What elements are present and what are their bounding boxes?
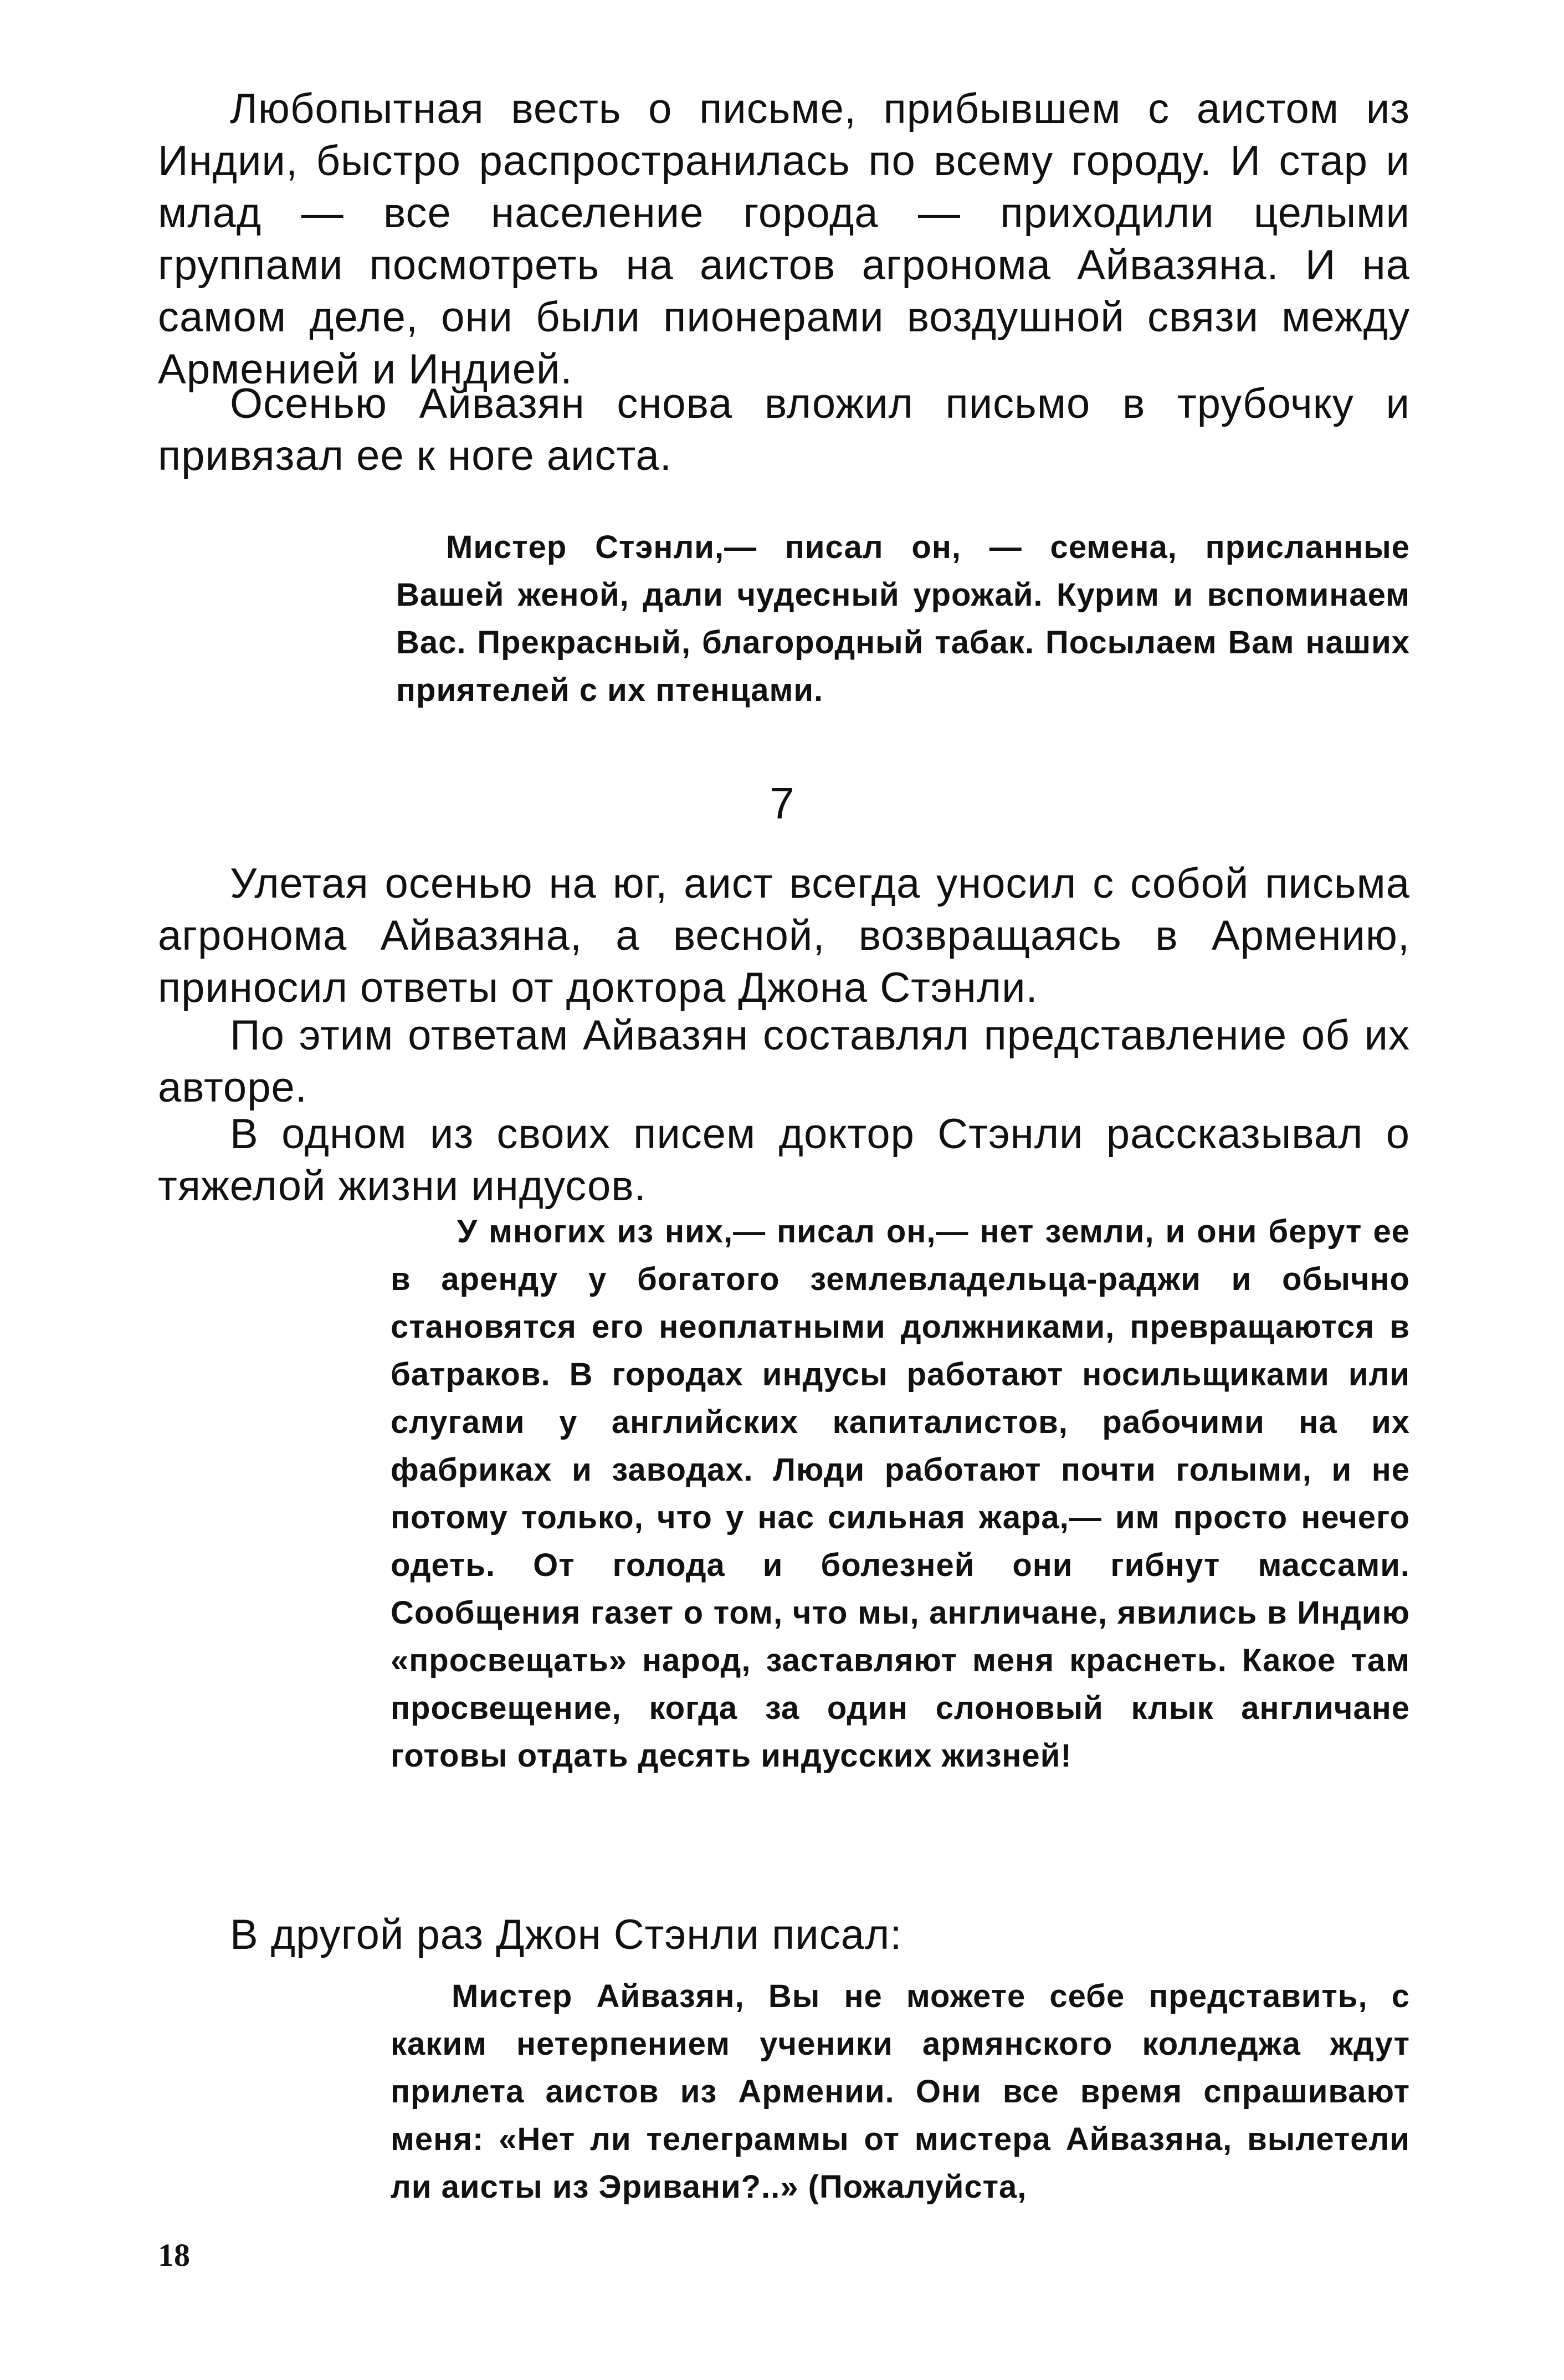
chapter-number: 7	[770, 779, 794, 828]
paragraph-stork-flights: Улетая осенью на юг, аист всегда уносил с собой письма агронома Айвазяна, а весной, возвращаясь в Армению, приносил ответы от доктора Джона Стэнли.	[158, 860, 1410, 1011]
paragraph-autumn-letter: Осенью Айвазян снова вложил письмо в трубочку и привязал ее к ноге аиста.	[158, 380, 1410, 479]
quote-stanley-about-students: Мистер Айвазян, Вы не можете себе представить, с каким нетерпением ученики армянского колледжа ждут прилета аистов из Армении. Они все время спрашивают меня: «Нет ли телеграммы от мистера Айвазяна, вылетели ли аисты из Эривани?..» (Пожалуйста,	[391, 1978, 1410, 2205]
quote-letter-to-stanley: Мистер Стэнли,— писал он, — семена, присланные Вашей женой, дали чудесный урожай. Курим и вспоминаем Вас. Прекрасный, благородный табак. Посылаем Вам наших приятелей с их птенцами.	[396, 529, 1410, 708]
page-number: 18	[158, 2237, 190, 2273]
paragraph-another-time: В другой раз Джон Стэнли писал:	[230, 1911, 902, 1958]
quote-stanley-about-indians: У многих из них,— писал он,— нет земли, и они берут ее в аренду у богатого землевладельца-раджи и обычно становятся его неоплатными должниками, превращаются в батраков. В городах индусы работают носильщиками или слугами у английских капиталистов, рабочими на их фабриках и заводах. Люди работают почти голыми, и не потому только, что у нас сильная жара,— им просто нечего одеть. От голода и болезней они гибнут массами. Сообщения газет о том, что мы, англичане, явились в Индию «просвещать» народ, заставляют меня краснеть. Какое там просвещение, когда за один слоновый клык англичане готовы отдать десять индусских жизней!	[391, 1214, 1410, 1774]
paragraph-stork-news: Любопытная весть о письме, прибывшем с аистом из Индии, быстро распространилась по всему городу. И стар и млад — все население города — приходили целыми группами посмотреть на аистов агронома Айвазяна. И на самом деле, они были пионерами воздушной связи между Арменией и Индией.	[158, 85, 1410, 393]
paragraph-hard-life: В одном из своих писем доктор Стэнли рассказывал о тяжелой жизни индусов.	[158, 1110, 1410, 1210]
paragraph-impression-of-author: По этим ответам Айвазян составлял представление об их авторе.	[158, 1012, 1410, 1111]
